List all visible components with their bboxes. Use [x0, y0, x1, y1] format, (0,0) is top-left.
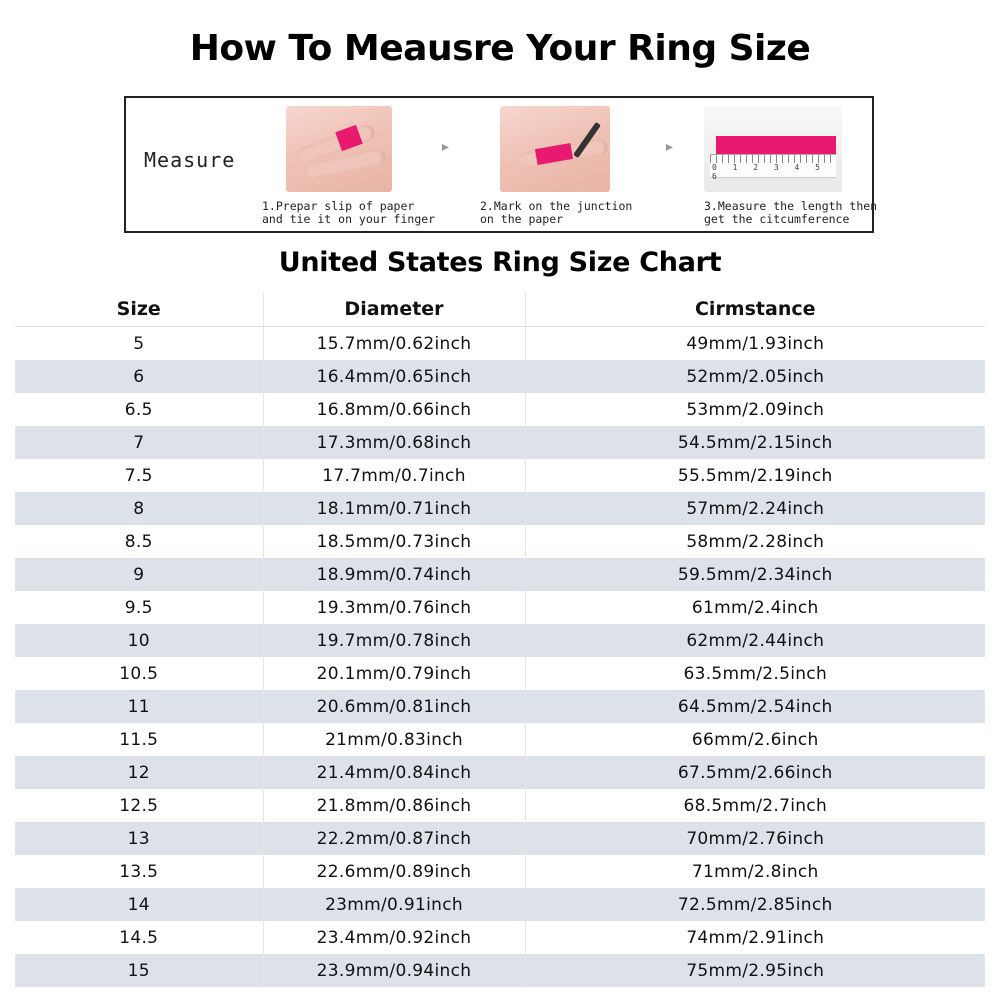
table-row [15, 723, 985, 756]
diameter-cell: 15.7mm/0.62inch [263, 327, 525, 361]
size-cell: 6 [15, 360, 263, 393]
chart-subtitle: United States Ring Size Chart [278, 247, 722, 278]
size-cell: 8 [15, 492, 263, 525]
table-row [15, 954, 985, 987]
size-cell: 10 [15, 624, 263, 657]
size-cell: 12 [15, 756, 263, 789]
size-cell: 9 [15, 558, 263, 591]
circumference-cell: 74mm/2.91inch [525, 921, 985, 954]
diameter-cell: 19.7mm/0.78inch [263, 624, 525, 657]
circumference-cell: 72.5mm/2.85inch [525, 888, 985, 921]
size-cell: 9.5 [124, 597, 153, 618]
circumference-cell: 59.5mm/2.34inch [525, 558, 985, 591]
circumference-cell: 53mm/2.09inch [525, 393, 985, 426]
diameter-cell: 21.8mm/0.86inch [263, 789, 525, 822]
diameter-cell: 19.3mm/0.76inch [263, 591, 525, 624]
table-row [15, 525, 985, 558]
diameter-cell: 20.1mm/0.79inch [263, 657, 525, 690]
table-row [15, 558, 985, 591]
diameter-cell: 22.6mm/0.89inch [263, 855, 525, 888]
circumference-cell: 61mm/2.4inch [525, 591, 985, 624]
table-row [15, 921, 985, 954]
step-3-caption: 3.Measure the length then get the citcumference [704, 199, 878, 226]
ruler-numbers: 0 1 2 3 4 5 6 [712, 163, 826, 181]
size-cell: 11.5 [119, 729, 159, 750]
diameter-cell: 18.5mm/0.73inch [263, 525, 525, 558]
diameter-cell: 23.9mm/0.94inch [263, 954, 525, 987]
step-1-caption: 1.Prepar slip of paper and tie it on your finger [262, 199, 436, 226]
diameter-cell: 21mm/0.83inch [263, 723, 525, 756]
table-row [15, 624, 985, 657]
column-header-size: Size [15, 292, 263, 327]
table-row [15, 756, 985, 789]
diameter-cell: 23mm/0.91inch [263, 888, 525, 921]
circumference-cell: 68.5mm/2.7inch [525, 789, 985, 822]
column-header-circumference: Cirmstance [525, 292, 985, 327]
table-row [15, 888, 985, 921]
diameter-cell: 18.1mm/0.71inch [263, 492, 525, 525]
circumference-cell: 54.5mm/2.15inch [525, 426, 985, 459]
table-row [15, 822, 985, 855]
size-cell: 7.5 [124, 465, 153, 486]
diameter-cell: 20.6mm/0.81inch [263, 690, 525, 723]
size-cell: 12.5 [119, 795, 159, 816]
diameter-cell: 18.9mm/0.74inch [263, 558, 525, 591]
circumference-cell: 67.5mm/2.66inch [525, 756, 985, 789]
circumference-cell: 49mm/1.93inch [525, 327, 985, 361]
circumference-cell: 71mm/2.8inch [525, 855, 985, 888]
table-row [15, 591, 985, 624]
table-header-row [15, 292, 985, 327]
size-cell: 13.5 [119, 861, 159, 882]
size-cell: 8.5 [124, 531, 153, 552]
diameter-cell: 17.3mm/0.68inch [263, 426, 525, 459]
diameter-cell: 21.4mm/0.84inch [263, 756, 525, 789]
table-row [15, 855, 985, 888]
step-3-ruler-image [704, 106, 842, 192]
size-cell: 10.5 [119, 663, 159, 684]
measure-instructions-panel [124, 96, 878, 233]
table-row [15, 327, 985, 361]
table-row [15, 657, 985, 690]
circumference-cell: 70mm/2.76inch [525, 822, 985, 855]
page-title: How To Meausre Your Ring Size [189, 28, 811, 69]
step-1-hand-image [286, 106, 392, 192]
size-cell: 15 [15, 954, 263, 987]
table-row [15, 393, 985, 426]
circumference-cell: 57mm/2.24inch [525, 492, 985, 525]
table-row [15, 426, 985, 459]
diameter-cell: 16.8mm/0.66inch [263, 393, 525, 426]
circumference-cell: 62mm/2.44inch [525, 624, 985, 657]
circumference-cell: 66mm/2.6inch [525, 723, 985, 756]
diameter-cell: 23.4mm/0.92inch [263, 921, 525, 954]
table-row [15, 690, 985, 723]
size-cell: 5 [133, 333, 145, 354]
circumference-cell: 55.5mm/2.19inch [525, 459, 985, 492]
circumference-cell: 63.5mm/2.5inch [525, 657, 985, 690]
circumference-cell: 75mm/2.95inch [525, 954, 985, 987]
size-cell: 11 [15, 690, 263, 723]
table-row [15, 789, 985, 822]
table-row [15, 459, 985, 492]
table-row [15, 360, 985, 393]
ring-size-table [15, 292, 985, 987]
size-cell: 7 [15, 426, 263, 459]
step-arrow-icon: ▸ [664, 136, 675, 157]
size-cell: 6.5 [124, 399, 153, 420]
size-cell: 14.5 [119, 927, 159, 948]
size-cell: 13 [15, 822, 263, 855]
step-arrow-icon: ▸ [440, 136, 451, 157]
diameter-cell: 16.4mm/0.65inch [263, 360, 525, 393]
diameter-cell: 17.7mm/0.7inch [263, 459, 525, 492]
step-2-hand-image [500, 106, 610, 192]
circumference-cell: 52mm/2.05inch [525, 360, 985, 393]
measure-label: Measure [144, 148, 236, 172]
circumference-cell: 64.5mm/2.54inch [525, 690, 985, 723]
table-row [15, 492, 985, 525]
size-cell: 14 [15, 888, 263, 921]
step-2-caption: 2.Mark on the junction on the paper [480, 199, 633, 226]
column-header-diameter: Diameter [263, 292, 525, 327]
circumference-cell: 58mm/2.28inch [525, 525, 985, 558]
diameter-cell: 22.2mm/0.87inch [263, 822, 525, 855]
